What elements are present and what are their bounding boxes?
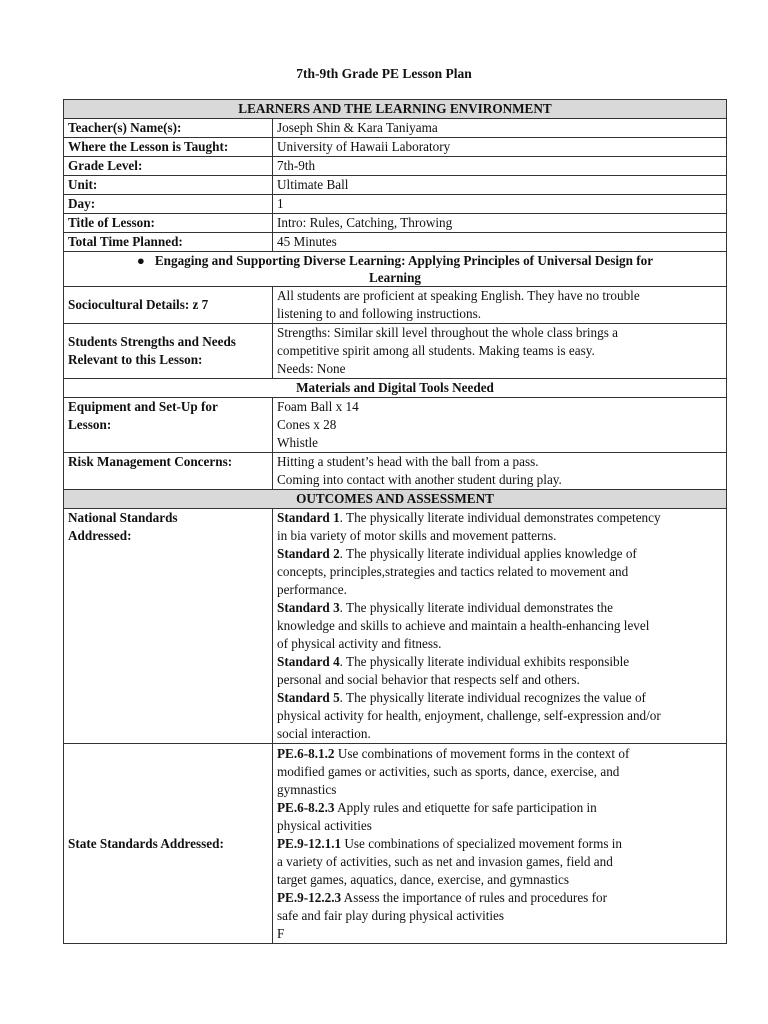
risk-line: Hitting a student’s head with the ball from a pass.	[277, 454, 539, 469]
state-standard-text: gymnastics	[277, 782, 337, 797]
location-value: University of Hawaii Laboratory	[273, 138, 727, 157]
table-row	[64, 195, 727, 214]
state-standards-label: State Standards Addressed:	[64, 744, 273, 944]
section-header-learners: LEARNERS AND THE LEARNING ENVIRONMENT	[64, 100, 727, 119]
table-row	[64, 214, 727, 233]
day-label: Day:	[64, 195, 273, 214]
state-standards-list	[273, 744, 727, 944]
strengths-line: Strengths: Similar skill level throughout the whole class brings a	[277, 325, 619, 340]
udl-heading-line1: Engaging and Supporting Diverse Learning: Applying Principles of Universal Design for	[154, 253, 654, 268]
risk-value	[273, 453, 727, 490]
state-standard-text: Assess the importance of rules and procedures for	[341, 890, 607, 905]
teacher-label: Teacher(s) Name(s):	[64, 119, 273, 138]
table-row	[64, 233, 727, 252]
lesson-title-label: Title of Lesson:	[64, 214, 273, 233]
state-standard-text: Use combinations of movement forms in the context of	[334, 746, 630, 761]
risk-label: Risk Management Concerns:	[64, 453, 273, 490]
strengths-needs-value	[273, 324, 727, 379]
equipment-label	[64, 398, 273, 453]
udl-heading-row	[64, 252, 727, 287]
standard-name: Standard 1	[277, 510, 340, 525]
table-row	[64, 324, 727, 379]
national-label-line: National Standards	[68, 510, 178, 525]
standard-text: . The physically literate individual applies knowledge of	[339, 546, 637, 561]
state-standard-code: PE.6-8.2.3	[277, 800, 335, 815]
sociocultural-line: All students are proficient at speaking English. They have no trouble	[277, 288, 640, 303]
equipment-list	[273, 398, 727, 453]
strengths-label-line: Students Strengths and Needs	[68, 334, 236, 349]
standard-text: . The physically literate individual recognizes the value of	[339, 690, 646, 705]
bullet-icon: ●	[136, 253, 145, 268]
standard-text: of physical activity and fitness.	[277, 636, 442, 651]
table-row	[64, 138, 727, 157]
national-standards-label	[64, 509, 273, 744]
udl-heading	[64, 252, 727, 287]
state-standard-text: Use combinations of specialized movement forms in	[341, 836, 623, 851]
unit-value: Ultimate Ball	[273, 176, 727, 195]
table-row	[64, 509, 727, 744]
materials-heading: Materials and Digital Tools Needed	[64, 379, 727, 398]
state-standard-code: PE.9-12.1.1	[277, 836, 342, 851]
total-time-value: 45 Minutes	[273, 233, 727, 252]
total-time-label: Total Time Planned:	[64, 233, 273, 252]
standard-name: Standard 5	[277, 690, 340, 705]
strengths-needs-label	[64, 324, 273, 379]
standard-text: . The physically literate individual exhibits responsible	[339, 654, 630, 669]
needs-line: Needs: None	[277, 361, 346, 376]
section-header-outcomes: OUTCOMES AND ASSESSMENT	[64, 490, 727, 509]
standard-text: . The physically literate individual demonstrates competency	[339, 510, 661, 525]
state-standard-text: a variety of activities, such as net and invasion games, field and	[277, 854, 613, 869]
sociocultural-value	[273, 287, 727, 324]
equipment-label-line: Lesson:	[68, 417, 112, 432]
table-row	[64, 744, 727, 944]
document-title: 7th-9th Grade PE Lesson Plan	[296, 66, 472, 81]
table-row	[64, 157, 727, 176]
table-row	[64, 119, 727, 138]
list-item: Whistle	[277, 435, 319, 450]
standard-name: Standard 2	[277, 546, 340, 561]
day-value: 1	[273, 195, 727, 214]
table-row	[64, 176, 727, 195]
state-standard-code: PE.9-12.2.3	[277, 890, 342, 905]
standard-name: Standard 3	[277, 600, 340, 615]
trailing-text: F	[277, 926, 285, 941]
standard-text: physical activity for health, enjoyment, challenge, self-expression and/or	[277, 708, 661, 723]
list-item: Cones x 28	[277, 417, 337, 432]
grade-level-label: Grade Level:	[64, 157, 273, 176]
materials-heading-row	[64, 379, 727, 398]
table-row	[64, 453, 727, 490]
standard-name: Standard 4	[277, 654, 340, 669]
location-label: Where the Lesson is Taught:	[64, 138, 273, 157]
state-standard-text: modified games or activities, such as sports, dance, exercise, and	[277, 764, 620, 779]
strengths-line: competitive spirit among all students. Making teams is easy.	[277, 343, 595, 358]
lesson-plan-table	[63, 99, 727, 944]
state-standard-text: target games, aquatics, dance, exercise, and gymnastics	[277, 872, 569, 887]
standard-text: social interaction.	[277, 726, 371, 741]
strengths-label-line: Relevant to this Lesson:	[68, 352, 203, 367]
standard-text: . The physically literate individual demonstrates the	[339, 600, 613, 615]
list-item: Foam Ball x 14	[277, 399, 359, 414]
lesson-title-value: Intro: Rules, Catching, Throwing	[273, 214, 727, 233]
standard-text: performance.	[277, 582, 347, 597]
grade-level-value: 7th-9th	[273, 157, 727, 176]
udl-heading-line2: Learning	[368, 270, 422, 285]
standard-text: in bia variety of motor skills and movement patterns.	[277, 528, 557, 543]
national-standards-list	[273, 509, 727, 744]
national-label-line: Addressed:	[68, 528, 132, 543]
standard-text: personal and social behavior that respects self and others.	[277, 672, 580, 687]
unit-label: Unit:	[64, 176, 273, 195]
teacher-value: Joseph Shin & Kara Taniyama	[273, 119, 727, 138]
sociocultural-line: listening to and following instructions.	[277, 306, 482, 321]
risk-line: Coming into contact with another student during play.	[277, 472, 562, 487]
equipment-label-line: Equipment and Set-Up for	[68, 399, 218, 414]
section-header-row	[64, 100, 727, 119]
state-standard-text: safe and fair play during physical activities	[277, 908, 505, 923]
state-standard-text: physical activities	[277, 818, 372, 833]
state-standard-code: PE.6-8.1.2	[277, 746, 335, 761]
table-row	[64, 287, 727, 324]
state-standard-text: Apply rules and etiquette for safe participation in	[334, 800, 597, 815]
standard-text: knowledge and skills to achieve and maintain a health-enhancing level	[277, 618, 650, 633]
standard-text: concepts, principles,strategies and tactics related to movement and	[277, 564, 629, 579]
table-row	[64, 398, 727, 453]
section-header-row	[64, 490, 727, 509]
sociocultural-label: Sociocultural Details: z 7	[64, 287, 273, 324]
